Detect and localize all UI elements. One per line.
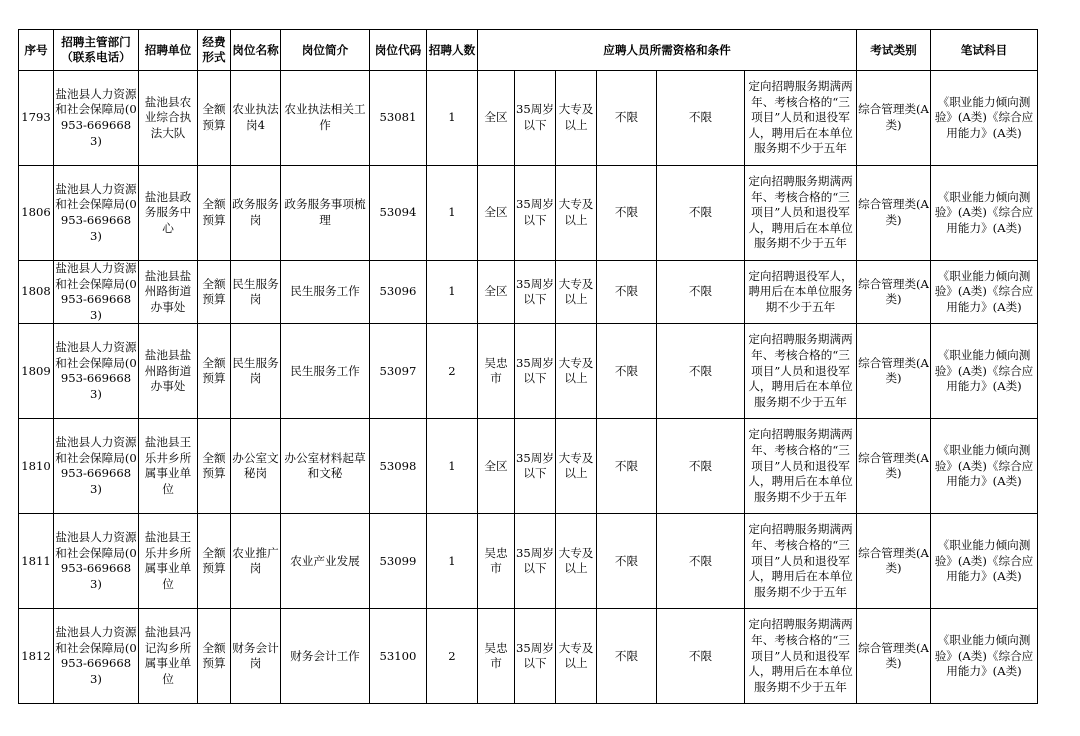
area-cell: 全区 (478, 261, 515, 324)
code-cell: 53098 (370, 419, 427, 514)
fund-cell: 全额预算 (198, 324, 231, 419)
code-cell: 53099 (370, 514, 427, 609)
note-cell: 定向招聘服务期满两年、考核合格的“三项目”人员和退役军人，聘用后在本单位服务期不少于五年 (745, 514, 857, 609)
subjects-cell: 《职业能力倾向测验》(A类)《综合应用能力》(A类) (931, 419, 1038, 514)
seq-cell: 1793 (19, 71, 54, 166)
fund-cell: 全额预算 (198, 71, 231, 166)
code-cell: 53096 (370, 261, 427, 324)
note-cell: 定向招聘服务期满两年、考核合格的“三项目”人员和退役军人，聘用后在本单位服务期不少于五年 (745, 324, 857, 419)
code-cell: 53081 (370, 71, 427, 166)
header-count: 招聘人数 (427, 30, 478, 71)
condition-cell-1: 不限 (597, 324, 657, 419)
dept-cell: 盐池县人力资源和社会保障局(0953-6696683) (54, 261, 139, 324)
condition-cell-1: 不限 (597, 514, 657, 609)
note-cell: 定向招聘服务期满两年、考核合格的“三项目”人员和退役军人，聘用后在本单位服务期不少于五年 (745, 419, 857, 514)
edu-cell: 大专及以上 (556, 419, 597, 514)
area-cell: 全区 (478, 71, 515, 166)
post-cell: 农业执法岗4 (231, 71, 281, 166)
seq-cell: 1811 (19, 514, 54, 609)
condition-cell-2: 不限 (657, 419, 745, 514)
header-post: 岗位名称 (231, 30, 281, 71)
fund-cell: 全额预算 (198, 261, 231, 324)
unit-cell: 盐池县王乐井乡所属事业单位 (139, 419, 198, 514)
note-cell: 定向招聘服务期满两年、考核合格的“三项目”人员和退役军人，聘用后在本单位服务期不少于五年 (745, 609, 857, 704)
header-unit: 招聘单位 (139, 30, 198, 71)
age-cell: 35周岁以下 (515, 261, 556, 324)
unit-cell: 盐池县盐州路街道办事处 (139, 261, 198, 324)
desc-cell: 办公室材料起草和文秘 (281, 419, 370, 514)
condition-cell-1: 不限 (597, 166, 657, 261)
area-cell: 吴忠市 (478, 609, 515, 704)
condition-cell-2: 不限 (657, 324, 745, 419)
table-row (19, 419, 1038, 514)
edu-cell: 大专及以上 (556, 514, 597, 609)
code-cell: 53100 (370, 609, 427, 704)
fund-cell: 全额预算 (198, 514, 231, 609)
fund-cell: 全额预算 (198, 166, 231, 261)
condition-cell-1: 不限 (597, 71, 657, 166)
table-header-row (19, 30, 1038, 71)
desc-cell: 民生服务工作 (281, 261, 370, 324)
area-cell: 全区 (478, 419, 515, 514)
note-cell: 定向招聘服务期满两年、考核合格的“三项目”人员和退役军人，聘用后在本单位服务期不少于五年 (745, 166, 857, 261)
condition-cell-2: 不限 (657, 514, 745, 609)
condition-cell-2: 不限 (657, 609, 745, 704)
seq-cell: 1812 (19, 609, 54, 704)
count-cell: 2 (427, 609, 478, 704)
post-cell: 农业推广岗 (231, 514, 281, 609)
post-cell: 民生服务岗 (231, 261, 281, 324)
count-cell: 1 (427, 514, 478, 609)
subjects-cell: 《职业能力倾向测验》(A类)《综合应用能力》(A类) (931, 514, 1038, 609)
condition-cell-2: 不限 (657, 261, 745, 324)
header-exam-type: 考试类别 (857, 30, 931, 71)
age-cell: 35周岁以下 (515, 419, 556, 514)
header-code: 岗位代码 (370, 30, 427, 71)
exam-type-cell: 综合管理类(A类) (857, 166, 931, 261)
age-cell: 35周岁以下 (515, 609, 556, 704)
fund-cell: 全额预算 (198, 609, 231, 704)
exam-type-cell: 综合管理类(A类) (857, 324, 931, 419)
desc-cell: 财务会计工作 (281, 609, 370, 704)
edu-cell: 大专及以上 (556, 261, 597, 324)
subjects-cell: 《职业能力倾向测验》(A类)《综合应用能力》(A类) (931, 609, 1038, 704)
edu-cell: 大专及以上 (556, 166, 597, 261)
header-subjects: 笔试科目 (931, 30, 1038, 71)
exam-type-cell: 综合管理类(A类) (857, 514, 931, 609)
desc-cell: 民生服务工作 (281, 324, 370, 419)
note-cell: 定向招聘服务期满两年、考核合格的“三项目”人员和退役军人，聘用后在本单位服务期不少于五年 (745, 71, 857, 166)
exam-type-cell: 综合管理类(A类) (857, 419, 931, 514)
dept-cell: 盐池县人力资源和社会保障局(0953-6696683) (54, 419, 139, 514)
dept-cell: 盐池县人力资源和社会保障局(0953-6696683) (54, 71, 139, 166)
area-cell: 全区 (478, 166, 515, 261)
table-row (19, 261, 1038, 324)
desc-cell: 农业执法相关工作 (281, 71, 370, 166)
table-row (19, 609, 1038, 704)
edu-cell: 大专及以上 (556, 324, 597, 419)
subjects-cell: 《职业能力倾向测验》(A类)《综合应用能力》(A类) (931, 71, 1038, 166)
dept-cell: 盐池县人力资源和社会保障局(0953-6696683) (54, 166, 139, 261)
post-cell: 民生服务岗 (231, 324, 281, 419)
table-row (19, 166, 1038, 261)
seq-cell: 1806 (19, 166, 54, 261)
table-row (19, 71, 1038, 166)
recruitment-table (18, 29, 1038, 704)
condition-cell-1: 不限 (597, 261, 657, 324)
subjects-cell: 《职业能力倾向测验》(A类)《综合应用能力》(A类) (931, 261, 1038, 324)
count-cell: 2 (427, 324, 478, 419)
table-row (19, 324, 1038, 419)
condition-cell-1: 不限 (597, 419, 657, 514)
unit-cell: 盐池县盐州路街道办事处 (139, 324, 198, 419)
seq-cell: 1810 (19, 419, 54, 514)
table-row (19, 514, 1038, 609)
header-desc: 岗位简介 (281, 30, 370, 71)
area-cell: 吴忠市 (478, 324, 515, 419)
count-cell: 1 (427, 166, 478, 261)
header-seq: 序号 (19, 30, 54, 71)
header-conditions: 应聘人员所需资格和条件 (478, 30, 857, 71)
age-cell: 35周岁以下 (515, 166, 556, 261)
age-cell: 35周岁以下 (515, 324, 556, 419)
unit-cell: 盐池县农业综合执法大队 (139, 71, 198, 166)
note-cell: 定向招聘退役军人，聘用后在本单位服务期不少于五年 (745, 261, 857, 324)
code-cell: 53097 (370, 324, 427, 419)
condition-cell-1: 不限 (597, 609, 657, 704)
count-cell: 1 (427, 419, 478, 514)
dept-cell: 盐池县人力资源和社会保障局(0953-6696683) (54, 324, 139, 419)
header-dept: 招聘主管部门（联系电话） (54, 30, 139, 71)
seq-cell: 1809 (19, 324, 54, 419)
age-cell: 35周岁以下 (515, 514, 556, 609)
desc-cell: 农业产业发展 (281, 514, 370, 609)
dept-cell: 盐池县人力资源和社会保障局(0953-6696683) (54, 609, 139, 704)
code-cell: 53094 (370, 166, 427, 261)
subjects-cell: 《职业能力倾向测验》(A类)《综合应用能力》(A类) (931, 324, 1038, 419)
exam-type-cell: 综合管理类(A类) (857, 261, 931, 324)
count-cell: 1 (427, 261, 478, 324)
area-cell: 吴忠市 (478, 514, 515, 609)
age-cell: 35周岁以下 (515, 71, 556, 166)
exam-type-cell: 综合管理类(A类) (857, 71, 931, 166)
unit-cell: 盐池县王乐井乡所属事业单位 (139, 514, 198, 609)
unit-cell: 盐池县政务服务中心 (139, 166, 198, 261)
condition-cell-2: 不限 (657, 166, 745, 261)
dept-cell: 盐池县人力资源和社会保障局(0953-6696683) (54, 514, 139, 609)
desc-cell: 政务服务事项梳理 (281, 166, 370, 261)
post-cell: 财务会计岗 (231, 609, 281, 704)
post-cell: 办公室文秘岗 (231, 419, 281, 514)
header-fund: 经费形式 (198, 30, 231, 71)
exam-type-cell: 综合管理类(A类) (857, 609, 931, 704)
fund-cell: 全额预算 (198, 419, 231, 514)
count-cell: 1 (427, 71, 478, 166)
edu-cell: 大专及以上 (556, 609, 597, 704)
seq-cell: 1808 (19, 261, 54, 324)
subjects-cell: 《职业能力倾向测验》(A类)《综合应用能力》(A类) (931, 166, 1038, 261)
condition-cell-2: 不限 (657, 71, 745, 166)
unit-cell: 盐池县冯记沟乡所属事业单位 (139, 609, 198, 704)
edu-cell: 大专及以上 (556, 71, 597, 166)
post-cell: 政务服务岗 (231, 166, 281, 261)
